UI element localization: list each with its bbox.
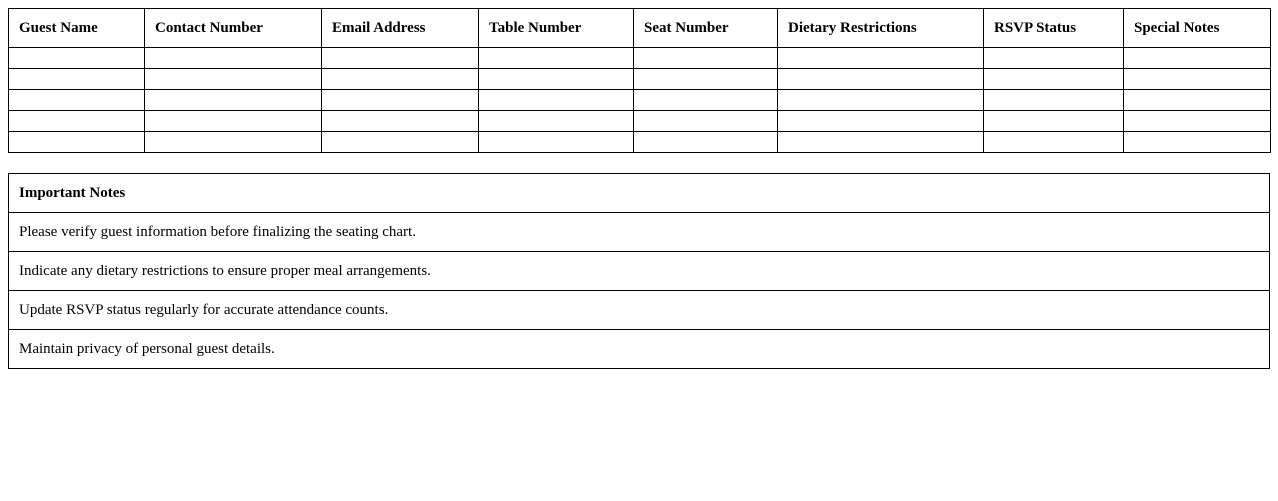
table-cell[interactable] [322, 111, 479, 132]
header-guest-name: Guest Name [9, 9, 145, 48]
note-item: Maintain privacy of personal guest details. [9, 330, 1270, 369]
table-cell[interactable] [9, 132, 145, 153]
table-cell[interactable] [479, 132, 634, 153]
table-cell[interactable] [778, 90, 984, 111]
table-cell[interactable] [145, 111, 322, 132]
table-cell[interactable] [479, 48, 634, 69]
table-cell[interactable] [322, 132, 479, 153]
header-email-address: Email Address [322, 9, 479, 48]
header-table-number: Table Number [479, 9, 634, 48]
table-cell[interactable] [145, 48, 322, 69]
table-cell[interactable] [778, 132, 984, 153]
notes-row [9, 213, 1270, 252]
table-cell[interactable] [9, 111, 145, 132]
header-dietary-restrictions: Dietary Restrictions [778, 9, 984, 48]
header-special-notes: Special Notes [1124, 9, 1271, 48]
table-cell[interactable] [145, 69, 322, 90]
table-header-row [9, 9, 1271, 48]
header-rsvp-status: RSVP Status [984, 9, 1124, 48]
note-item: Indicate any dietary restrictions to ensure proper meal arrangements. [9, 252, 1270, 291]
table-cell[interactable] [479, 90, 634, 111]
table-cell[interactable] [479, 111, 634, 132]
note-item: Update RSVP status regularly for accurate attendance counts. [9, 291, 1270, 330]
table-cell[interactable] [778, 48, 984, 69]
table-cell[interactable] [778, 111, 984, 132]
table-cell[interactable] [145, 90, 322, 111]
notes-title: Important Notes [9, 174, 1270, 213]
table-row [9, 48, 1271, 69]
table-cell[interactable] [634, 132, 778, 153]
table-cell[interactable] [1124, 69, 1271, 90]
table-cell[interactable] [984, 111, 1124, 132]
table-cell[interactable] [9, 90, 145, 111]
table-cell[interactable] [322, 48, 479, 69]
table-cell[interactable] [634, 90, 778, 111]
table-row [9, 111, 1271, 132]
notes-row [9, 252, 1270, 291]
table-cell[interactable] [984, 90, 1124, 111]
table-cell[interactable] [778, 69, 984, 90]
header-seat-number: Seat Number [634, 9, 778, 48]
table-cell[interactable] [9, 69, 145, 90]
table-cell[interactable] [1124, 90, 1271, 111]
table-cell[interactable] [1124, 132, 1271, 153]
table-row [9, 132, 1271, 153]
table-cell[interactable] [634, 48, 778, 69]
table-cell[interactable] [634, 69, 778, 90]
table-cell[interactable] [984, 48, 1124, 69]
table-cell[interactable] [479, 69, 634, 90]
table-cell[interactable] [984, 132, 1124, 153]
table-row [9, 90, 1271, 111]
header-contact-number: Contact Number [145, 9, 322, 48]
notes-row [9, 330, 1270, 369]
table-cell[interactable] [634, 111, 778, 132]
notes-row [9, 291, 1270, 330]
document-body [8, 8, 1270, 369]
table-cell[interactable] [984, 69, 1124, 90]
table-cell[interactable] [322, 69, 479, 90]
table-cell[interactable] [9, 48, 145, 69]
note-item: Please verify guest information before finalizing the seating chart. [9, 213, 1270, 252]
table-row [9, 69, 1271, 90]
table-cell[interactable] [145, 132, 322, 153]
guest-list-table [8, 8, 1271, 153]
notes-header-row [9, 174, 1270, 213]
table-cell[interactable] [322, 90, 479, 111]
table-cell[interactable] [1124, 48, 1271, 69]
important-notes-table [8, 173, 1270, 369]
table-cell[interactable] [1124, 111, 1271, 132]
